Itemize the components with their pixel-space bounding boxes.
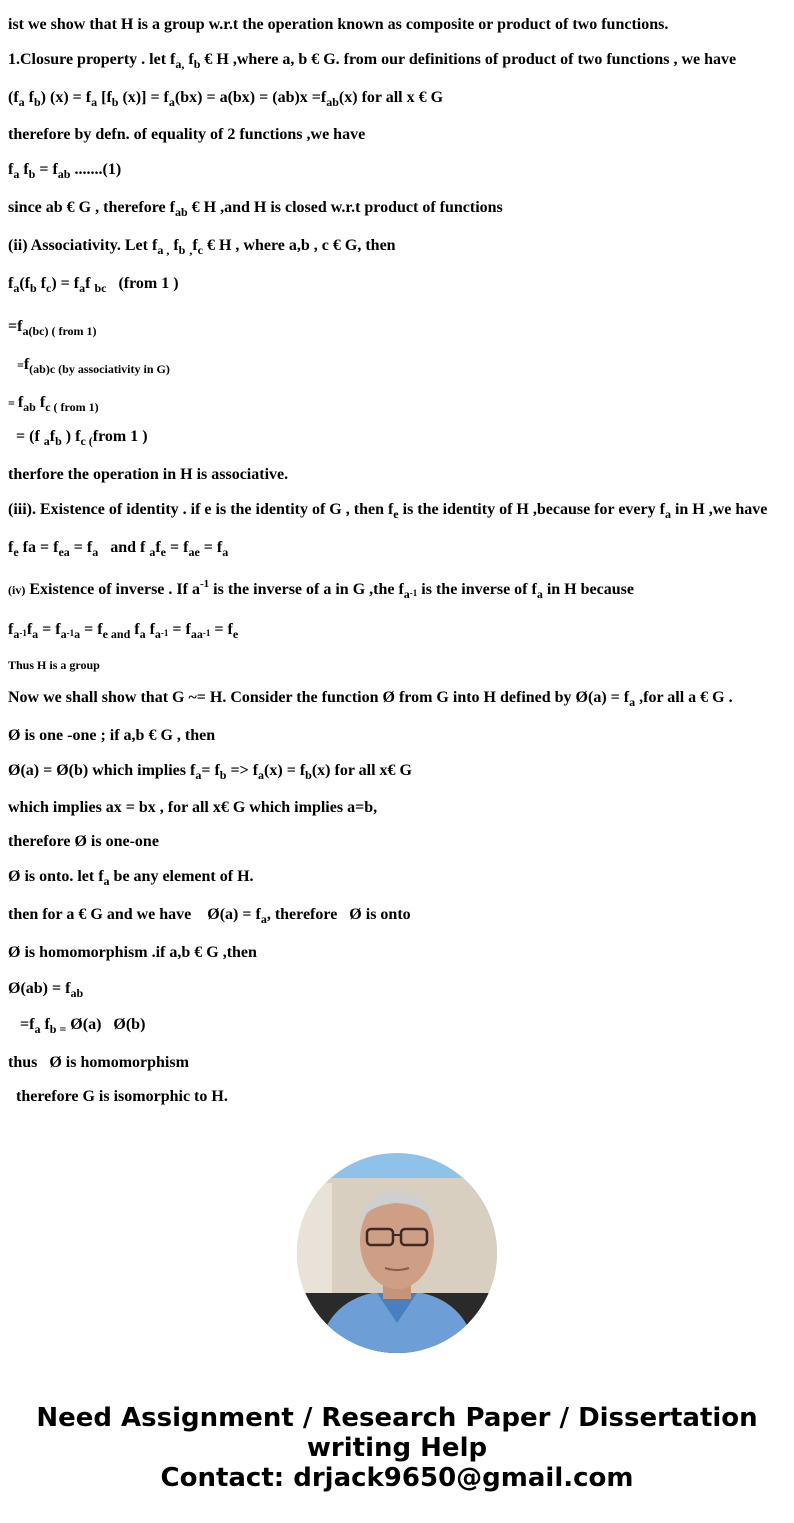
- text-run: (bx) = a(bx) = (ab)x =f: [174, 89, 327, 106]
- text-line: [8, 798, 377, 818]
- text-run: =: [8, 358, 24, 372]
- text-line: [8, 1053, 189, 1073]
- text-line: [8, 867, 254, 887]
- text-run: therefore G is isomorphic to H.: [8, 1088, 228, 1105]
- text-run: b: [29, 281, 37, 295]
- text-run: -1: [66, 628, 75, 638]
- text-run: a: [103, 874, 110, 888]
- text-run: f: [8, 621, 14, 638]
- text-run: is the identity of H ,because for every f: [398, 501, 665, 518]
- text-run: a: [92, 545, 99, 559]
- text-run: ab: [57, 167, 71, 181]
- text-run: a: [168, 95, 175, 109]
- text-run: a ,: [157, 243, 170, 257]
- text-run: = f: [201, 762, 220, 779]
- text-run: and f: [98, 539, 150, 556]
- text-run: , therefore Ø is onto: [266, 906, 411, 923]
- text-run: be any element of H.: [109, 868, 254, 885]
- text-run: = (f: [8, 428, 44, 445]
- text-run: a: [18, 95, 25, 109]
- text-run: in H ,we have: [670, 501, 768, 518]
- text-run: .......(1): [70, 161, 122, 178]
- text-run: ab: [23, 400, 36, 414]
- text-run: (x)] = f: [118, 89, 169, 106]
- text-run: b: [193, 57, 201, 71]
- text-run: a: [195, 768, 202, 782]
- text-run: -1: [199, 578, 210, 590]
- text-run: = f: [38, 621, 61, 638]
- text-line: [8, 979, 83, 999]
- text-run: (iii). Existence of identity . if e is the identity of G , then f: [8, 501, 394, 518]
- text-run: =f: [8, 1016, 35, 1033]
- text-run: c ( from 1): [45, 400, 99, 414]
- text-line: [8, 580, 634, 603]
- text-run: a: [13, 281, 20, 295]
- text-line: [8, 1015, 145, 1035]
- text-line: [8, 317, 97, 337]
- text-line: [8, 50, 736, 70]
- text-run: (ab)c (by associativity in G): [29, 362, 170, 376]
- footer-contact-email: Contact: drjack9650@gmail.com: [160, 1463, 634, 1493]
- text-run: a: [149, 545, 156, 559]
- text-run: a,: [175, 57, 185, 71]
- text-run: bc: [94, 281, 107, 295]
- text-run: ist we show that H is a group w.r.t the operation known as composite or product of two functions.: [8, 16, 669, 33]
- text-run: Ø(a) = Ø(b) which implies f: [8, 762, 196, 779]
- text-run: f: [36, 275, 46, 292]
- text-run: (ii) Associativity. Let f: [8, 237, 158, 254]
- text-run: ) = f: [51, 275, 80, 292]
- text-run: ,: [189, 243, 193, 257]
- text-run: a: [79, 281, 86, 295]
- text-line: [8, 125, 365, 145]
- text-run: a: [258, 768, 265, 782]
- text-run: a: [664, 507, 671, 521]
- text-run: (x) for all x€ G: [311, 762, 412, 779]
- text-run: € H ,and H is closed w.r.t product of functions: [187, 199, 503, 216]
- text-run: a: [91, 95, 98, 109]
- text-run: ab: [326, 95, 339, 109]
- text-run: which implies ax = bx , for all x€ G which implies a=b,: [8, 799, 378, 816]
- text-run: f: [49, 428, 56, 445]
- text-run: Ø(a) Ø(b): [66, 1016, 146, 1033]
- text-line: [8, 465, 288, 485]
- text-run: [f: [97, 89, 112, 106]
- text-run: a: [13, 627, 20, 641]
- text-run: a: [139, 627, 146, 641]
- text-run: € H ,where a, b € G. from our definitions of product of two functions , we have: [200, 51, 737, 68]
- text-run: Ø is onto. let f: [8, 868, 104, 885]
- text-line: [8, 761, 412, 781]
- text-run: f: [23, 356, 30, 373]
- text-run: = f: [69, 539, 93, 556]
- text-run: fa = f: [18, 539, 59, 556]
- text-run: a: [43, 434, 50, 448]
- text-run: f: [184, 51, 194, 68]
- text-run: = f: [210, 621, 233, 638]
- text-line: [8, 427, 148, 447]
- text-run: b =: [49, 1022, 67, 1036]
- text-run: since ab € G , therefore f: [8, 199, 175, 216]
- text-run: (from 1 ): [106, 275, 179, 292]
- text-run: ab: [174, 205, 188, 219]
- text-line: [8, 198, 503, 218]
- text-run: a: [536, 587, 543, 601]
- text-run: (x) = f: [264, 762, 306, 779]
- text-run: =: [8, 396, 18, 410]
- text-run: f: [85, 275, 95, 292]
- footer-headline: Need Assignment / Research Paper / Dissertation: [36, 1403, 758, 1433]
- text-run: = f: [80, 621, 103, 638]
- text-run: f: [145, 621, 155, 638]
- text-run: (x) for all x € G: [338, 89, 444, 106]
- text-run: = f: [166, 539, 189, 556]
- text-run: c: [197, 243, 203, 257]
- text-line: [8, 905, 411, 925]
- text-line: [8, 500, 767, 520]
- text-line: [8, 236, 396, 256]
- text-run: c (: [80, 434, 93, 448]
- text-run: Ø(ab) = f: [8, 980, 71, 997]
- text-run: f: [130, 621, 140, 638]
- text-run: Now we shall show that G ~= H. Consider the function Ø from G into H defined by Ø(a) = f: [8, 689, 630, 706]
- text-run: = f: [168, 621, 191, 638]
- text-run: therefore by defn. of equality of 2 functions ,we have: [8, 126, 366, 143]
- text-run: therefore Ø is one-one: [8, 833, 159, 850]
- text-run: e: [393, 507, 399, 521]
- text-run: -1: [202, 628, 211, 638]
- text-run: f: [192, 237, 198, 254]
- text-line: [8, 88, 443, 108]
- footer-subline: writing Help: [306, 1433, 488, 1463]
- text-line: [8, 655, 100, 675]
- text-run: (iv): [8, 583, 26, 597]
- text-run: a: [629, 695, 636, 709]
- text-run: then for a € G and we have Ø(a) = f: [8, 906, 261, 923]
- text-line: [8, 355, 170, 375]
- text-run: f: [17, 394, 24, 411]
- text-run: 1.Closure property . let f: [8, 51, 176, 68]
- text-run: f: [169, 237, 179, 254]
- text-run: b: [305, 768, 312, 782]
- text-run: b: [55, 434, 62, 448]
- text-run: b: [33, 95, 41, 109]
- text-run: e: [160, 545, 166, 559]
- text-run: f: [40, 1016, 50, 1033]
- text-run: b: [219, 768, 227, 782]
- text-run: a: [13, 167, 20, 181]
- text-run: e: [13, 545, 19, 559]
- text-run: a: [222, 545, 229, 559]
- text-run: a: [154, 627, 161, 641]
- text-run: (f: [19, 275, 30, 292]
- text-run: f: [26, 621, 33, 638]
- text-line: [8, 15, 668, 35]
- text-run: f: [8, 275, 14, 292]
- text-run: f: [19, 161, 29, 178]
- text-run: =f: [8, 318, 23, 335]
- text-run: a: [403, 587, 410, 601]
- text-line: [8, 1087, 228, 1107]
- text-run: b: [28, 167, 36, 181]
- text-run: ) (x) = f: [40, 89, 92, 106]
- text-run: ea: [58, 545, 70, 559]
- text-line: [8, 688, 733, 708]
- text-run: from 1 ): [92, 428, 148, 445]
- text-run: a: [34, 1022, 41, 1036]
- text-run: b: [111, 95, 119, 109]
- text-run: -1: [409, 588, 418, 598]
- text-line: [8, 943, 257, 963]
- text-run: f: [24, 89, 34, 106]
- text-run: f: [8, 161, 14, 178]
- text-run: ab: [70, 986, 84, 1000]
- text-run: is the inverse of f: [417, 581, 537, 598]
- text-run: = f: [199, 539, 223, 556]
- text-run: Ø is one -one ; if a,b € G , then: [8, 727, 216, 744]
- text-run: f: [35, 394, 46, 411]
- text-run: a(bc) ( from 1): [22, 324, 97, 338]
- text-run: is the inverse of a in G ,the f: [209, 581, 404, 598]
- text-run: Thus H is a group: [8, 658, 100, 672]
- text-run: ) f: [61, 428, 81, 445]
- text-run: c: [46, 281, 52, 295]
- text-line: [8, 832, 159, 852]
- text-line: [8, 538, 228, 558]
- text-run: Existence of inverse . If a: [25, 581, 200, 598]
- text-run: a: [32, 627, 39, 641]
- text-run: b: [178, 243, 186, 257]
- text-run: => f: [226, 762, 259, 779]
- text-run: ae: [188, 545, 200, 559]
- text-line: [8, 274, 179, 294]
- text-line: [8, 620, 238, 643]
- text-run: therfore the operation in H is associative.: [8, 466, 289, 483]
- text-run: f: [8, 539, 14, 556]
- text-run: e and: [102, 627, 131, 641]
- text-run: e: [232, 627, 239, 641]
- text-run: f: [155, 539, 161, 556]
- text-run: in H because: [542, 581, 634, 598]
- contact-footer: [0, 1403, 794, 1493]
- text-run: (f: [8, 89, 19, 106]
- text-run: -1: [19, 628, 27, 638]
- text-line: [8, 726, 215, 746]
- text-run: a: [74, 627, 81, 641]
- text-run: -1: [160, 628, 169, 638]
- text-run: aa: [190, 627, 203, 641]
- text-run: a: [260, 912, 267, 926]
- text-run: thus Ø is homomorphism: [8, 1054, 189, 1071]
- text-run: ,for all a € G .: [635, 689, 733, 706]
- author-photo: [297, 1153, 497, 1353]
- text-run: = f: [35, 161, 58, 178]
- text-run: a: [60, 627, 67, 641]
- text-line: [8, 160, 121, 180]
- text-run: € H , where a,b , c € G, then: [202, 237, 396, 254]
- text-line: [8, 393, 99, 413]
- text-run: Ø is homomorphism .if a,b € G ,then: [8, 944, 257, 961]
